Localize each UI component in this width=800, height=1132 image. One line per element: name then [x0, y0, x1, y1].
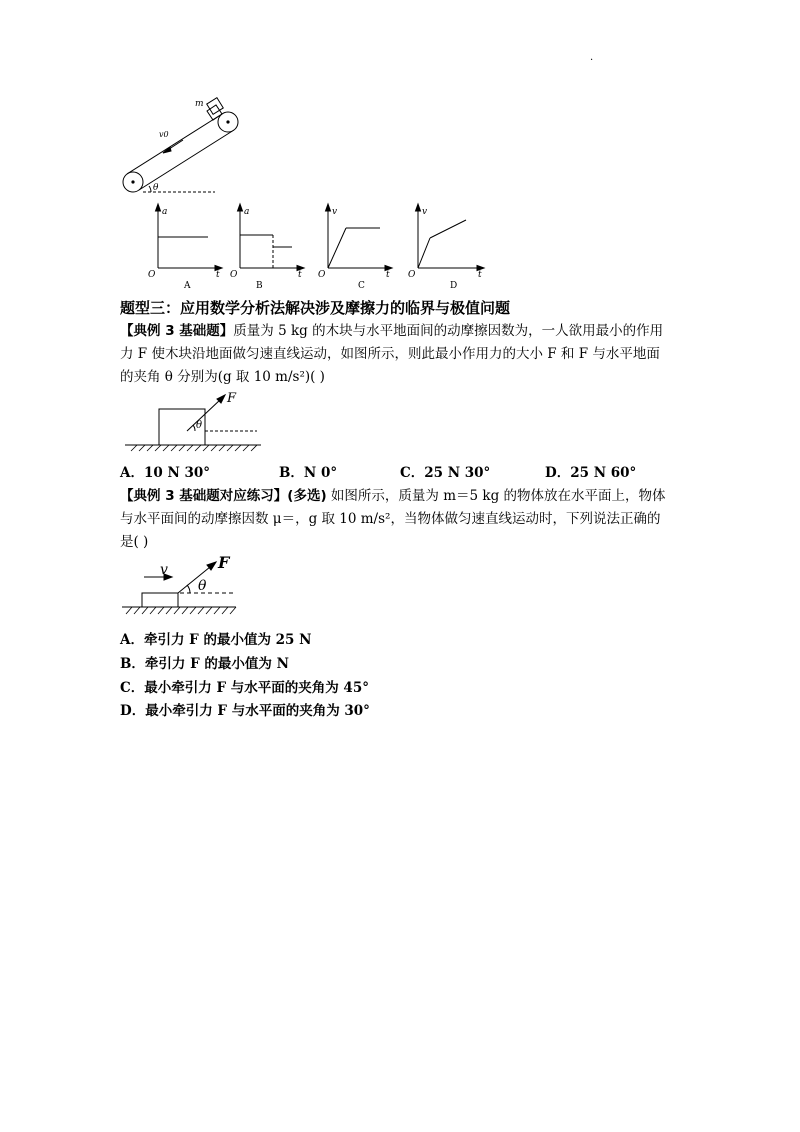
example3-option-a: A．10 N 30° [120, 465, 211, 481]
graph-d [406, 200, 488, 292]
example3-tag: 【典例 3 基础题】 [120, 323, 234, 339]
graph-a-y-label: a [162, 207, 168, 217]
practice3-option-d: D．最小牵引力 F 与水平面的夹角为 30° [120, 703, 370, 719]
graph-c-y-label: v [332, 207, 338, 217]
theta-label: θ [153, 183, 159, 193]
graph-d-name: D [450, 281, 458, 291]
graph-b-y-label: a [244, 207, 250, 217]
graph-b-origin: O [230, 270, 238, 280]
example3-line3: 的夹角 θ 分别为(g 取 10 m/s²)( ) [120, 369, 325, 385]
example3-option-d: D．25 N 60° [545, 465, 637, 481]
graph-c-name: C [358, 281, 365, 291]
practice3-option-b: B．牵引力 F 的最小值为 N [120, 656, 289, 672]
graph-a-name: A [184, 281, 191, 291]
angle-label: θ [196, 420, 203, 431]
graph-d-origin: O [408, 270, 416, 280]
example3-line2: 力 F 使木块沿地面做匀速直线运动，如图所示，则此最小作用力的大小 F 和 F 与水平地面 [120, 346, 660, 362]
practice3-option-c: C．最小牵引力 F 与水平面的夹角为 45° [120, 680, 369, 696]
practice3-option-a: A．牵引力 F 的最小值为 25 N [120, 632, 312, 648]
velocity-label: v [160, 562, 168, 578]
angle-label: θ [198, 578, 207, 594]
graph-c-origin: O [318, 270, 326, 280]
graph-b-name: B [256, 281, 263, 291]
example3-figure [125, 387, 265, 455]
practice3-text1: 如图所示，质量为 m＝5 kg 的物体放在水平面上，物体 [326, 488, 666, 504]
v0-label: v0 [159, 130, 169, 139]
graph-d-x-label: t [478, 270, 482, 280]
force-label: F [218, 553, 230, 572]
example3-text1: 质量为 5 kg 的木块与水平地面间的动摩擦因数为，一人欲用最小的作用 [233, 323, 664, 339]
example3-line1 [120, 321, 663, 341]
graph-a-origin: O [148, 270, 156, 280]
graph-b [228, 200, 308, 292]
section-title: 题型三：应用数学分析法解决涉及摩擦力的临界与极值问题 [120, 299, 511, 317]
conveyor-belt-figure [115, 95, 245, 200]
corner-mark: . [590, 52, 594, 63]
graph-a [146, 200, 226, 292]
graph-d-y-label: v [422, 207, 428, 217]
practice3-line1 [120, 486, 666, 506]
graph-c-x-label: t [386, 270, 390, 280]
force-label: F [227, 391, 237, 406]
mass-label: m [195, 99, 204, 109]
example3-option-c: C．25 N 30° [400, 465, 491, 481]
practice3-line3: 是( ) [120, 534, 149, 550]
practice3-line2: 与水平面间的动摩擦因数 μ＝，g 取 10 m/s²，当物体做匀速直线运动时，下列说法正确的 [120, 511, 661, 527]
graph-a-x-label: t [216, 270, 220, 280]
graph-c [316, 200, 398, 292]
practice3-figure [122, 553, 252, 619]
example3-option-b: B．N 0° [279, 465, 338, 481]
graph-b-x-label: t [298, 270, 302, 280]
practice3-tag: 【典例 3 基础题对应练习】(多选) [120, 488, 327, 504]
